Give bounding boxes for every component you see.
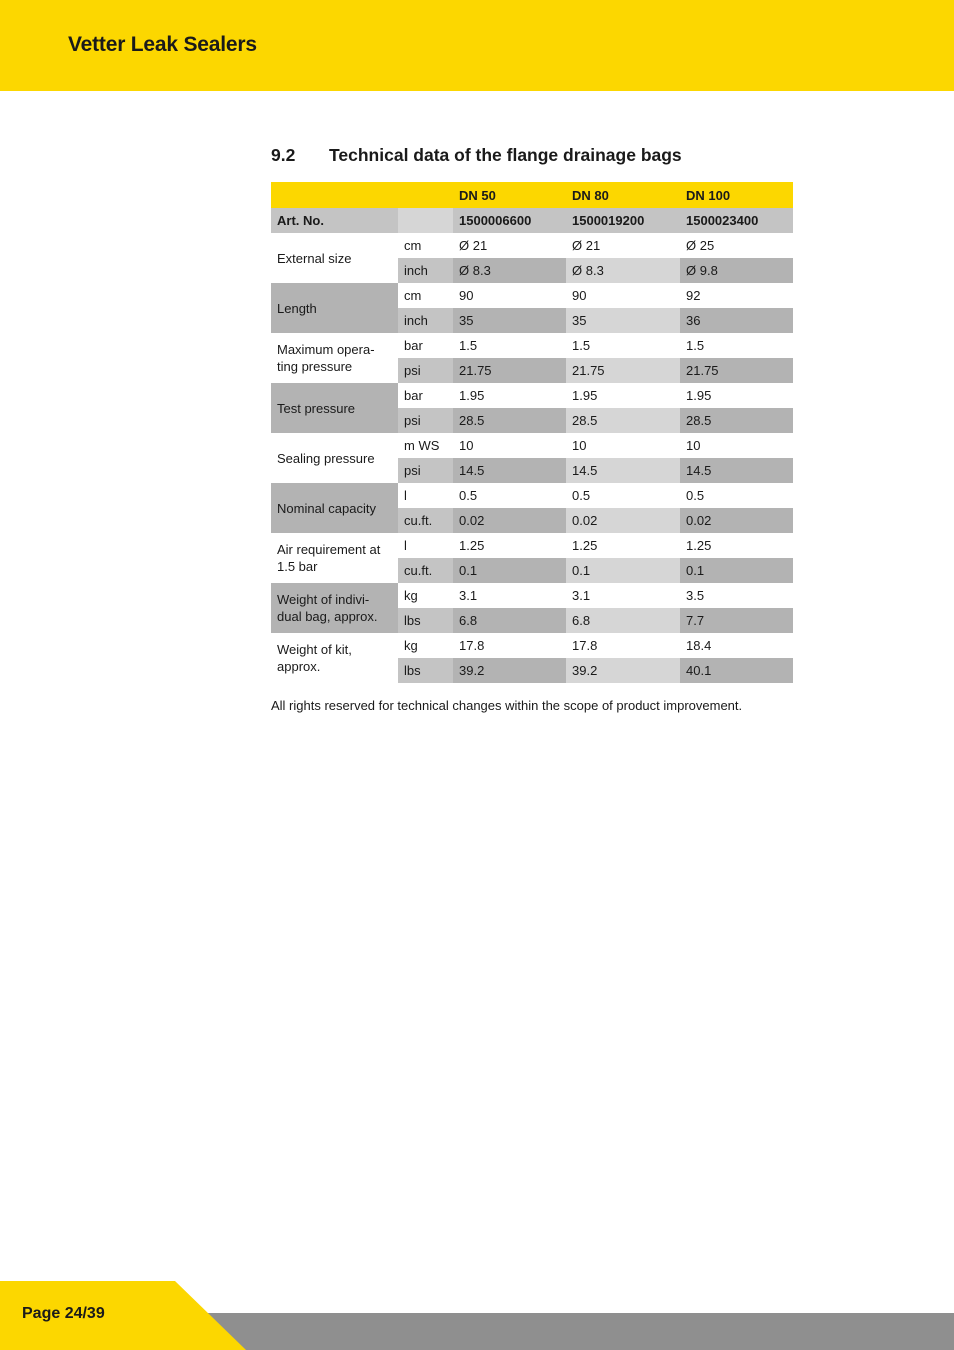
value-cell: 0.1	[453, 558, 566, 583]
value-cell: 10	[453, 433, 566, 458]
value-cell: Ø 25	[680, 233, 793, 258]
value-cell: 1.95	[566, 383, 680, 408]
unit-cell: cu.ft.	[398, 558, 453, 583]
section-heading	[271, 145, 682, 166]
footnote: All rights reserved for technical changes within the scope of product improvement.	[271, 698, 743, 713]
table-header-row	[271, 182, 793, 208]
artno-row	[271, 208, 793, 233]
value-cell: 0.5	[680, 483, 793, 508]
artno-unit-empty	[398, 208, 453, 233]
header-title: Vetter Leak Sealers	[68, 33, 257, 56]
value-cell: 1.25	[680, 533, 793, 558]
value-cell: 1.5	[453, 333, 566, 358]
value-cell: 1.5	[566, 333, 680, 358]
header-cell-empty	[271, 182, 398, 208]
row-label: Test pressure	[271, 383, 398, 433]
section-number: 9.2	[271, 145, 296, 165]
value-cell: 3.1	[566, 583, 680, 608]
column-header: DN 50	[453, 182, 566, 208]
table-row	[271, 633, 793, 658]
value-cell: Ø 9.8	[680, 258, 793, 283]
row-label: Sealing pressure	[271, 433, 398, 483]
value-cell: 35	[566, 308, 680, 333]
section-title: Technical data of the flange drainage bags	[329, 145, 682, 165]
unit-cell: bar	[398, 383, 453, 408]
value-cell: 40.1	[680, 658, 793, 683]
unit-cell: inch	[398, 308, 453, 333]
value-cell: 0.5	[453, 483, 566, 508]
row-label: Weight of kit, approx.	[271, 633, 398, 683]
value-cell: Ø 8.3	[566, 258, 680, 283]
value-cell: 6.8	[566, 608, 680, 633]
value-cell: 0.02	[680, 508, 793, 533]
value-cell: 0.02	[453, 508, 566, 533]
artno-value: 1500019200	[566, 208, 680, 233]
unit-cell: psi	[398, 458, 453, 483]
unit-cell: cm	[398, 233, 453, 258]
row-label: Maximum opera- ting pressure	[271, 333, 398, 383]
value-cell: 1.25	[566, 533, 680, 558]
table-row	[271, 433, 793, 458]
unit-cell: m WS	[398, 433, 453, 458]
value-cell: 21.75	[680, 358, 793, 383]
table-row	[271, 333, 793, 358]
value-cell: 90	[566, 283, 680, 308]
unit-cell: kg	[398, 633, 453, 658]
value-cell: 1.95	[680, 383, 793, 408]
value-cell: 21.75	[566, 358, 680, 383]
unit-cell: l	[398, 483, 453, 508]
value-cell: 39.2	[453, 658, 566, 683]
value-cell: 28.5	[453, 408, 566, 433]
value-cell: 10	[566, 433, 680, 458]
row-label: External size	[271, 233, 398, 283]
value-cell: Ø 8.3	[453, 258, 566, 283]
header-cell-empty	[398, 182, 453, 208]
value-cell: 6.8	[453, 608, 566, 633]
unit-cell: kg	[398, 583, 453, 608]
table-row	[271, 383, 793, 408]
value-cell: 1.95	[453, 383, 566, 408]
unit-cell: bar	[398, 333, 453, 358]
row-label: Length	[271, 283, 398, 333]
value-cell: 1.25	[453, 533, 566, 558]
table-row	[271, 533, 793, 558]
unit-cell: cu.ft.	[398, 508, 453, 533]
unit-cell: cm	[398, 283, 453, 308]
table-row	[271, 283, 793, 308]
value-cell: 0.02	[566, 508, 680, 533]
column-header: DN 100	[680, 182, 793, 208]
table-row	[271, 233, 793, 258]
page-header	[0, 0, 954, 91]
value-cell: 35	[453, 308, 566, 333]
value-cell: 14.5	[680, 458, 793, 483]
value-cell: 0.1	[566, 558, 680, 583]
row-label: Nominal capacity	[271, 483, 398, 533]
value-cell: 0.5	[566, 483, 680, 508]
table-row	[271, 483, 793, 508]
value-cell: 17.8	[566, 633, 680, 658]
unit-cell: lbs	[398, 608, 453, 633]
artno-value: 1500023400	[680, 208, 793, 233]
unit-cell: psi	[398, 408, 453, 433]
row-label: Air requirement at 1.5 bar	[271, 533, 398, 583]
artno-value: 1500006600	[453, 208, 566, 233]
column-header: DN 80	[566, 182, 680, 208]
value-cell: 10	[680, 433, 793, 458]
value-cell: 28.5	[566, 408, 680, 433]
value-cell: 14.5	[566, 458, 680, 483]
unit-cell: psi	[398, 358, 453, 383]
value-cell: 92	[680, 283, 793, 308]
value-cell: 14.5	[453, 458, 566, 483]
value-cell: 36	[680, 308, 793, 333]
value-cell: Ø 21	[566, 233, 680, 258]
unit-cell: l	[398, 533, 453, 558]
table-row	[271, 583, 793, 608]
value-cell: 28.5	[680, 408, 793, 433]
value-cell: 90	[453, 283, 566, 308]
technical-data-table	[271, 182, 793, 683]
value-cell: 18.4	[680, 633, 793, 658]
value-cell: 7.7	[680, 608, 793, 633]
value-cell: 21.75	[453, 358, 566, 383]
value-cell: 39.2	[566, 658, 680, 683]
unit-cell: lbs	[398, 658, 453, 683]
value-cell: 3.1	[453, 583, 566, 608]
value-cell: Ø 21	[453, 233, 566, 258]
artno-label: Art. No.	[271, 208, 398, 233]
value-cell: 1.5	[680, 333, 793, 358]
value-cell: 17.8	[453, 633, 566, 658]
unit-cell: inch	[398, 258, 453, 283]
value-cell: 3.5	[680, 583, 793, 608]
page-number: Page 24/39	[22, 1305, 105, 1322]
value-cell: 0.1	[680, 558, 793, 583]
row-label: Weight of indivi- dual bag, approx.	[271, 583, 398, 633]
